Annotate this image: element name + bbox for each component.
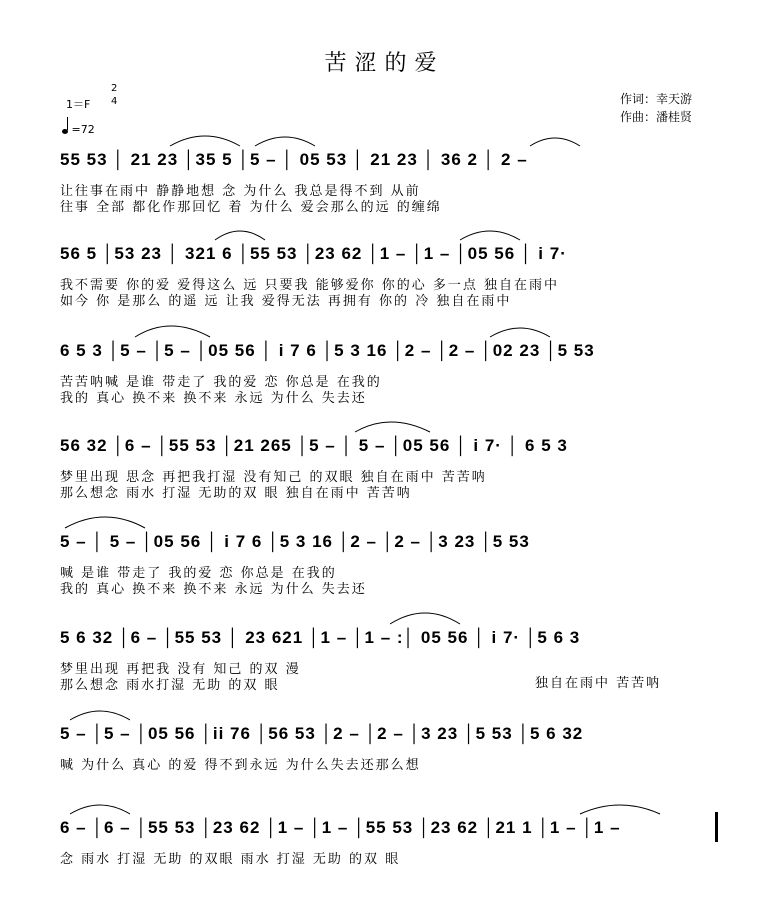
score-system-3	[60, 335, 720, 406]
notation-line: 5 – │5 – │05 56 │ii 76 │56 53 │2 – │2 – │3 23 │5 53 │5 6 32	[60, 724, 584, 743]
slur-marks	[60, 510, 720, 532]
lyrics-verse-1: 喊 是谁 带走了 我的爱 恋 你总是 在我的	[60, 566, 337, 581]
slur-marks	[60, 702, 720, 724]
notation-line: 5 6 32 │6 – │55 53 │ 23 621 │1 – │1 – :│ 05 56 │ i 7· │5 6 3	[60, 628, 581, 647]
time-top: 2	[111, 83, 118, 94]
composer-credit: 作曲：潘桂贤	[620, 110, 693, 124]
score-system-8	[60, 812, 720, 867]
notation-line: 56 32 │6 – │55 53 │21 265 │5 – │ 5 – │05 56 │ i 7· │ 6 5 3	[60, 436, 568, 455]
notation-line: 6 – │6 – │55 53 │23 62 │1 – │1 – │55 53 │23 62 │21 1 │1 – │1 –	[60, 818, 621, 837]
lyrics-verse-1: 喊 为什么 真心 的爱 得不到永远 为什么失去还那么想	[60, 758, 421, 773]
time-signature	[111, 82, 117, 108]
lyrics-verse-1: 梦里出现 再把我 没有 知己 的双 漫	[60, 662, 301, 677]
notation-line: 6 5 3 │5 – │5 – │05 56 │ i 7 6 │5 3 16 │2 – │2 – │02 23 │5 53	[60, 341, 595, 360]
lyrics-verse-2: 那么想念 雨水打湿 无助 的双 眼	[60, 678, 280, 693]
lyrics-verse-2: 我的 真心 换不来 换不来 永远 为什么 失去还	[60, 391, 367, 406]
slur-marks	[60, 222, 720, 244]
slur-marks	[60, 128, 720, 150]
key-label: 1＝F	[66, 98, 91, 111]
lyrics-verse-2: 往事 全部 都化作那回忆 着 为什么 爱会那么的远 的缠绵	[60, 200, 442, 215]
time-bottom: 4	[111, 96, 118, 107]
notation-line: 5 – │ 5 – │05 56 │ i 7 6 │5 3 16 │2 – │2 – │3 23 │5 53	[60, 532, 530, 551]
notation-line: 55 53 │ 21 23 │35 5 │5 – │ 05 53 │ 21 23 │ 36 2 │ 2 –	[60, 150, 528, 169]
lyricist-credit: 作词：幸天游	[620, 92, 693, 106]
credits	[620, 90, 692, 126]
score-system-4	[60, 430, 720, 501]
slur-marks	[60, 796, 720, 818]
tempo-value: =72	[71, 123, 95, 136]
slur-marks	[60, 414, 720, 436]
score-system-7	[60, 718, 720, 773]
lyrics-verse-1: 我不需要 你的爱 爱得这么 远 只要我 能够爱你 你的心 多一点 独自在雨中	[60, 278, 560, 293]
score-system-5	[60, 526, 720, 597]
lyrics-verse-2: 如今 你 是那么 的遥 远 让我 爱得无法 再拥有 你的 冷 独自在雨中	[60, 294, 512, 309]
lyrics-verse-1: 梦里出现 思念 再把我打湿 没有知己 的双眼 独自在雨中 苦苦呐	[60, 470, 487, 485]
lyrics-verse-2: 那么想念 雨水 打湿 无助的双 眼 独自在雨中 苦苦呐	[60, 486, 412, 501]
lyrics-verse-1: 苦苦呐喊 是谁 带走了 我的爱 恋 你总是 在我的	[60, 375, 382, 390]
lyrics-verse-1: 让往事在雨中 静静地想 念 为什么 我总是得不到 从前	[60, 184, 421, 199]
score-system-1	[60, 144, 720, 215]
final-barline	[715, 812, 718, 842]
score-system-6	[60, 622, 720, 693]
score-system-2	[60, 238, 720, 309]
slur-marks	[60, 319, 720, 341]
lyrics-refrain: 独自在雨中 苦苦呐	[535, 676, 662, 691]
lyrics-verse-1: 念 雨水 打湿 无助 的双眼 雨水 打湿 无助 的双 眼	[60, 852, 401, 867]
slur-marks	[60, 606, 720, 628]
lyrics-verse-2: 我的 真心 换不来 换不来 永远 为什么 失去还	[60, 582, 367, 597]
notation-line: 56 5 │53 23 │ 321 6 │55 53 │23 62 │1 – │1 – │05 56 │ i 7·	[60, 244, 567, 263]
key-signature	[66, 83, 118, 112]
song-title: 苦涩的爱	[324, 51, 445, 76]
